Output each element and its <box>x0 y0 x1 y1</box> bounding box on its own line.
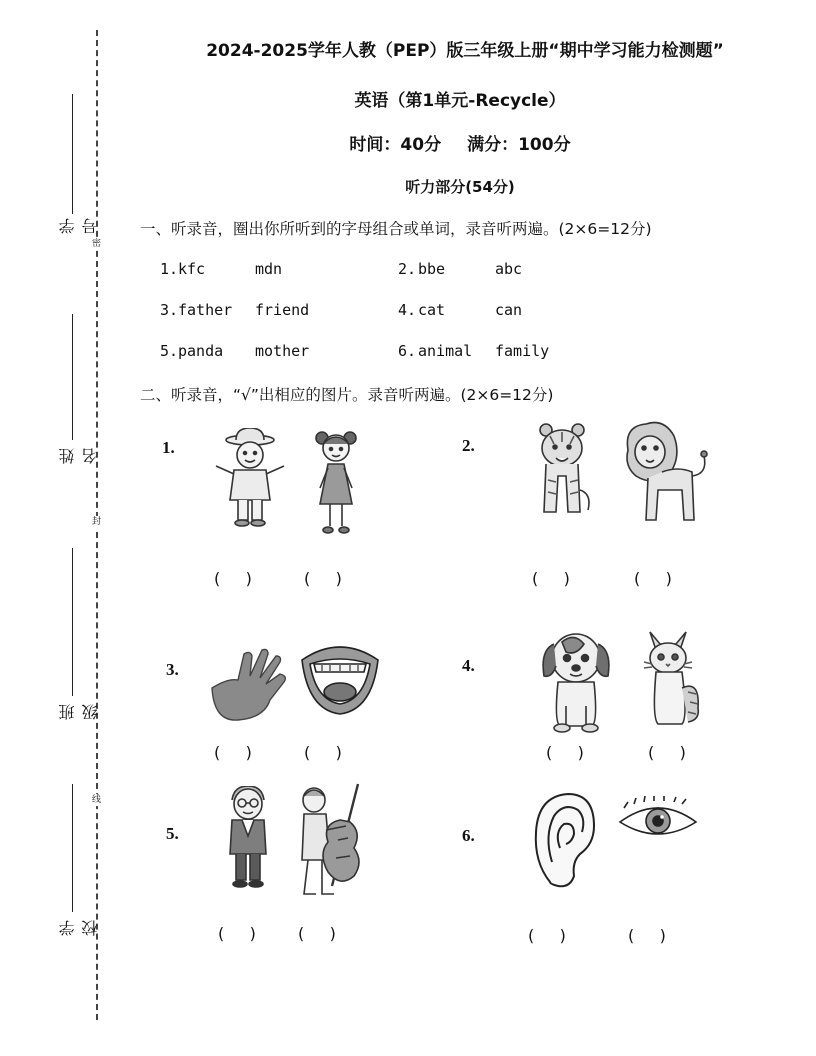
q2-item-number: 1. <box>162 438 175 457</box>
q2-heading: 二、听录音，“√”出相应的图片。录音听两遍。(2×6=12分) <box>140 386 554 404</box>
answer-blank[interactable]: ( ) <box>528 926 566 945</box>
answer-blank[interactable]: ( ) <box>628 926 666 945</box>
q2-item-number: 6. <box>462 826 475 845</box>
student-no-label: 学号 <box>58 214 100 234</box>
answer-blank[interactable]: ( ) <box>304 569 342 588</box>
name-underline <box>72 314 73 440</box>
answer-blank[interactable]: ( ) <box>532 569 570 588</box>
exam-title: 2024-2025学年人教（PEP）版三年级上册“期中学习能力检测题” <box>206 41 724 61</box>
seal-feng: 封 <box>92 517 102 527</box>
tiger-icon[interactable] <box>530 420 594 520</box>
exam-time-score <box>130 130 790 155</box>
seal-mi: 密 <box>92 239 102 249</box>
q1-item-number: 6. <box>398 342 417 360</box>
q1-option[interactable]: animal <box>418 342 473 360</box>
school-underline <box>72 784 73 912</box>
answer-blank[interactable]: ( ) <box>298 924 336 943</box>
answer-blank[interactable]: ( ) <box>218 924 256 943</box>
q1-option[interactable]: family <box>495 342 550 360</box>
exam-full-score: 满分：100分 <box>467 135 571 155</box>
q2-item-number: 2. <box>462 436 475 455</box>
q1-option[interactable]: kfc <box>178 260 206 278</box>
q2-item-number: 3. <box>166 660 179 679</box>
q1-option[interactable]: panda <box>178 342 224 360</box>
q1-item-number: 3. <box>160 301 179 319</box>
mouth-icon[interactable] <box>300 640 380 716</box>
musician-icon[interactable] <box>296 780 368 906</box>
q1-option[interactable]: can <box>495 301 523 319</box>
answer-blank[interactable]: ( ) <box>304 743 342 762</box>
eye-icon[interactable] <box>618 796 698 846</box>
girl-icon[interactable] <box>312 428 360 538</box>
boy-icon[interactable] <box>208 428 292 528</box>
q1-item-number: 4. <box>398 301 417 319</box>
grandfather-icon[interactable] <box>222 786 274 890</box>
q1-option[interactable]: friend <box>255 301 310 319</box>
q1-item-number: 2. <box>398 260 417 278</box>
cat-icon[interactable] <box>642 628 712 728</box>
seal-xian: 线 <box>92 795 102 805</box>
answer-blank[interactable]: ( ) <box>634 569 672 588</box>
student-no-underline <box>72 94 73 214</box>
q2-item-number: 4. <box>462 656 475 675</box>
exam-subject: 英语（第1单元-Recycle） <box>354 91 566 111</box>
q1-item-number: 5. <box>160 342 179 360</box>
q1-heading: 一、听录音，圈出你所听到的字母组合或单词，录音听两遍。(2×6=12分) <box>140 220 652 238</box>
q1-option[interactable]: mother <box>255 342 310 360</box>
school-label: 学校 <box>58 916 100 936</box>
q1-option[interactable]: father <box>178 301 233 319</box>
q2-item-number: 5. <box>166 824 179 843</box>
exam-time: 时间：40分 <box>349 135 442 155</box>
ear-icon[interactable] <box>530 792 598 890</box>
answer-blank[interactable]: ( ) <box>214 743 252 762</box>
class-label: 班级 <box>58 700 100 720</box>
q1-option[interactable]: bbe <box>418 260 446 278</box>
dog-icon[interactable] <box>540 626 612 734</box>
lion-icon[interactable] <box>618 420 710 524</box>
answer-blank[interactable]: ( ) <box>546 743 584 762</box>
q1-item-number: 1. <box>160 260 179 278</box>
answer-blank[interactable]: ( ) <box>214 569 252 588</box>
q1-option[interactable]: abc <box>495 260 523 278</box>
listening-section-title: 听力部分(54分) <box>405 178 515 196</box>
name-label: 姓名 <box>58 444 100 464</box>
hand-icon[interactable] <box>208 648 288 724</box>
class-underline <box>72 548 73 696</box>
q1-option[interactable]: cat <box>418 301 446 319</box>
answer-blank[interactable]: ( ) <box>648 743 686 762</box>
q1-option[interactable]: mdn <box>255 260 283 278</box>
